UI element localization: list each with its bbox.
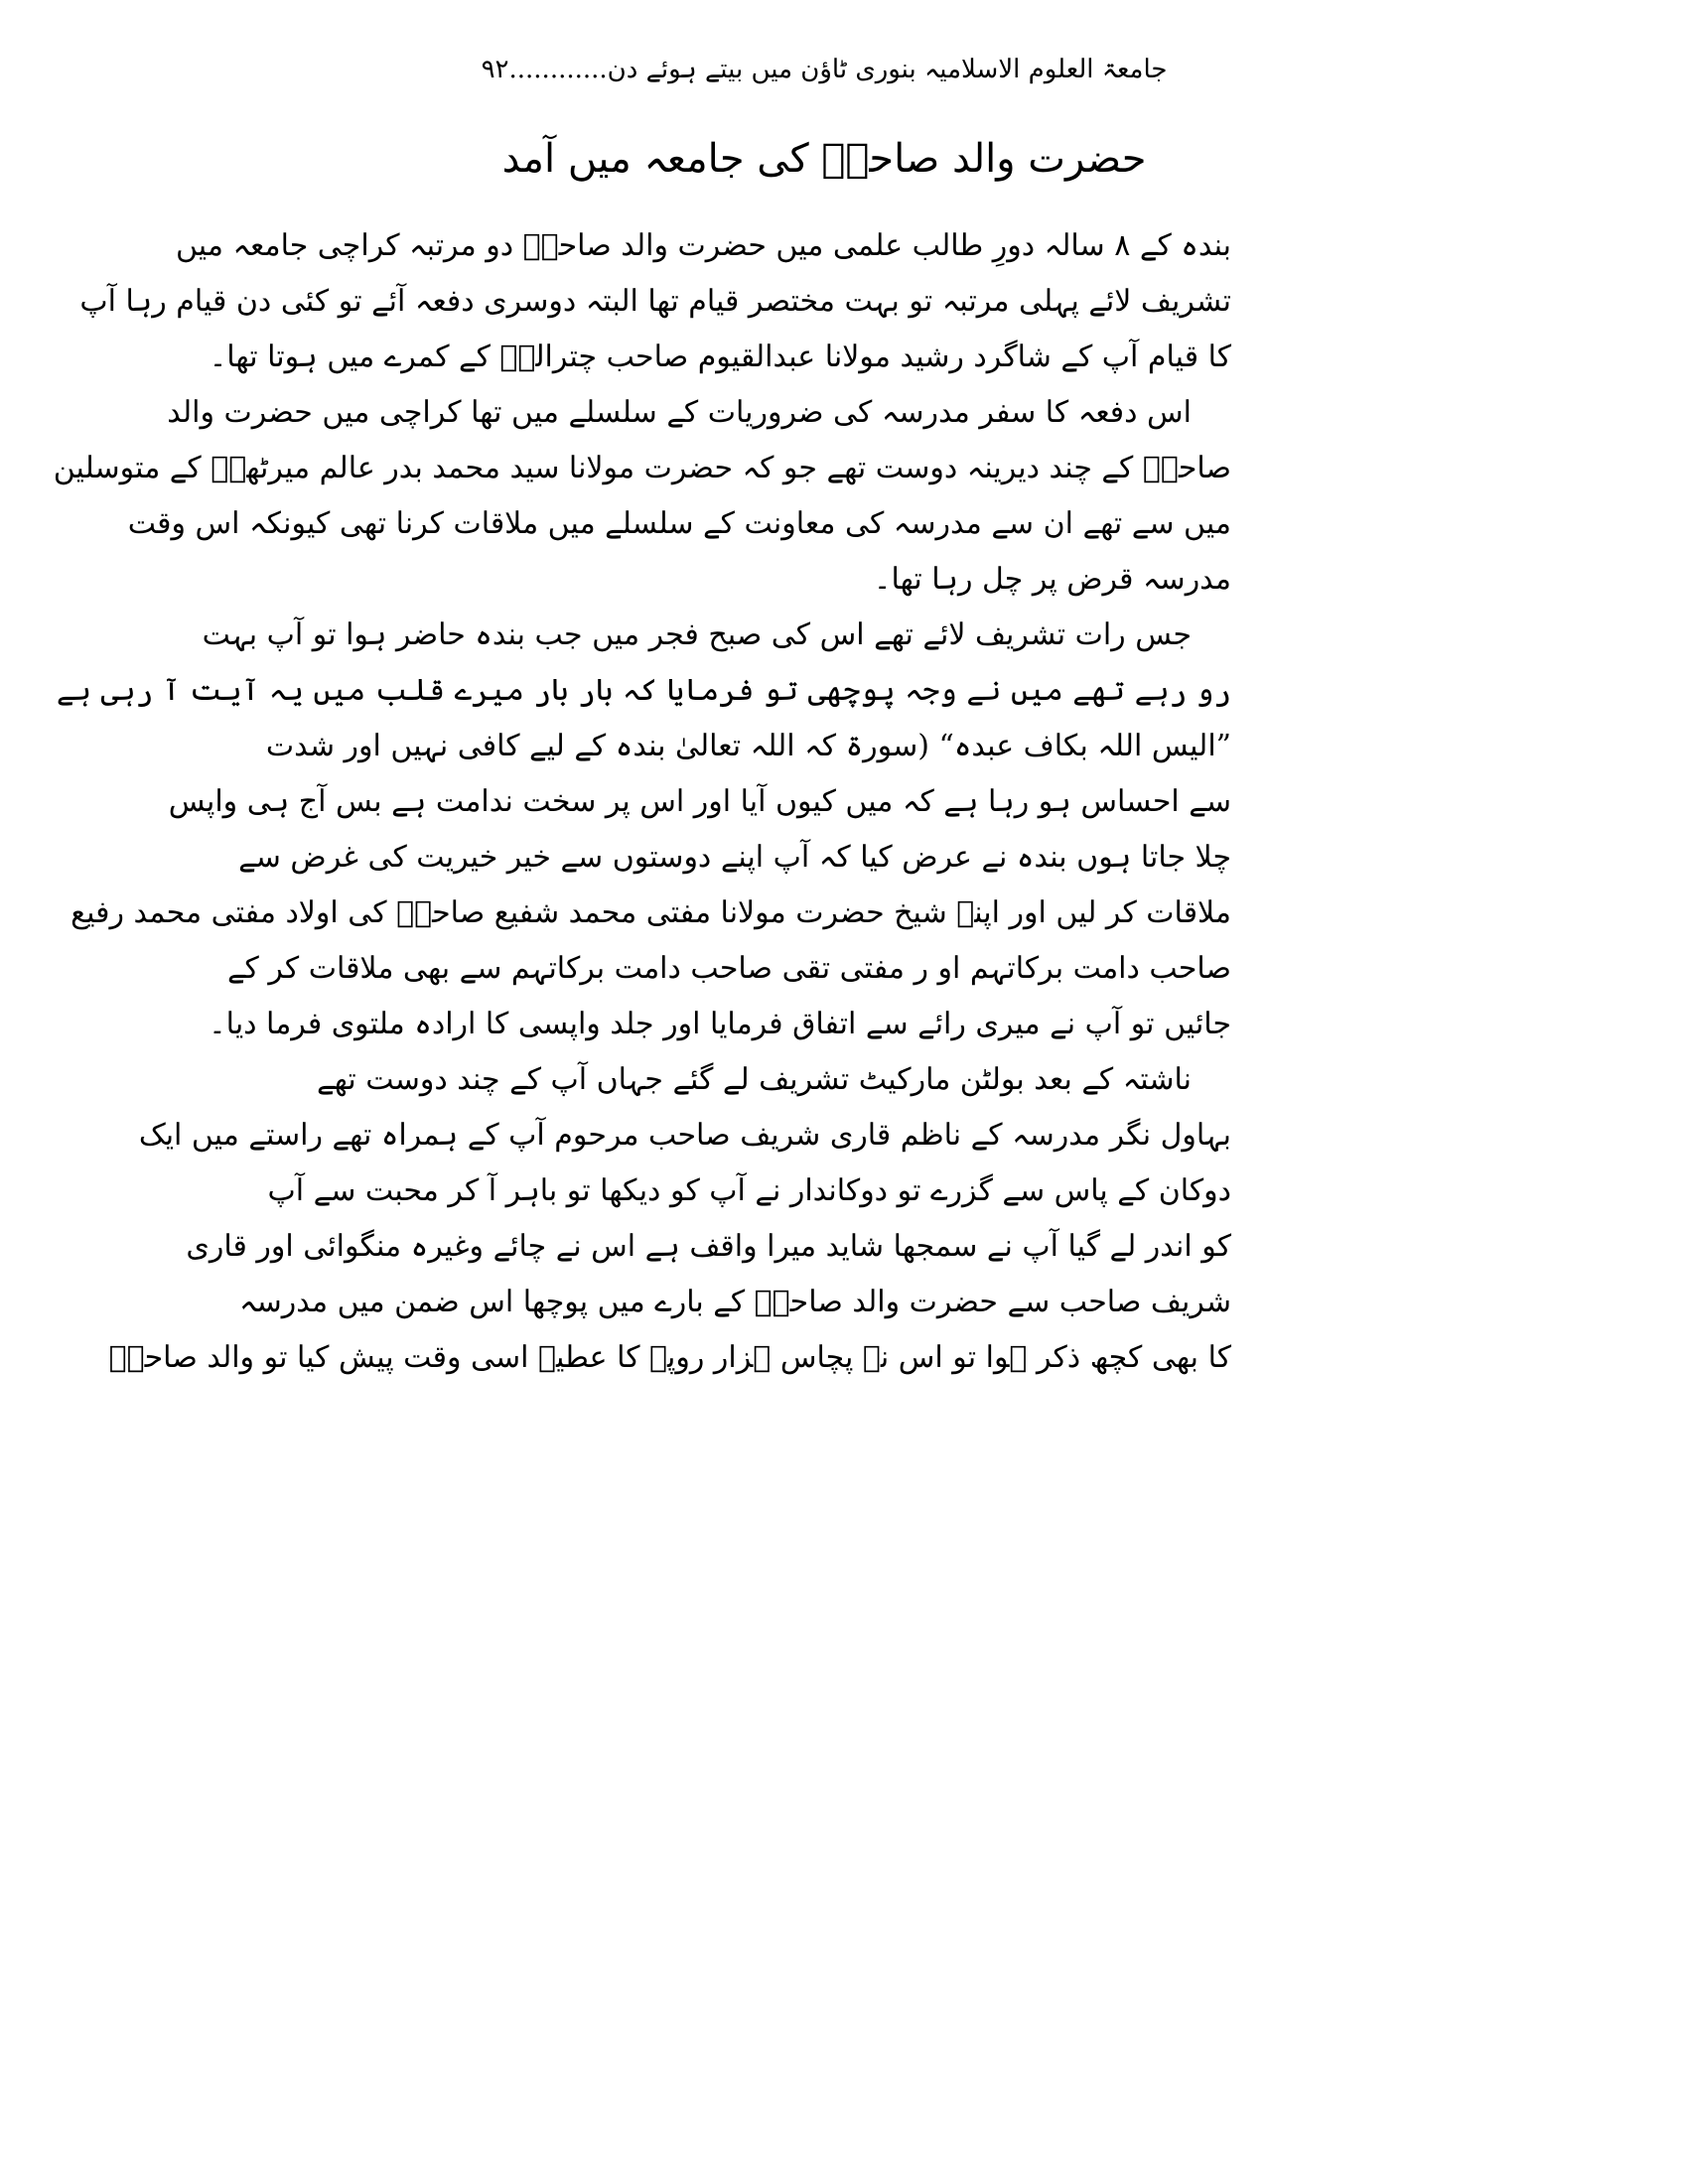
text-line: دوکان کے پاس سے گزرے تو دوکاندار نے آپ کو دیکھا تو باہر آ کر محبت سے آپ (267, 1173, 1231, 1208)
text-line: کا بھی کچھ ذکر ہوا تو اس نے پچاس ہزار روپے کا عطیہ اسی وقت پیش کیا تو والد صاحبؒ (108, 1340, 1231, 1375)
text-line: کا قیام آپ کے شاگرد رشید مولانا عبدالقیوم صاحب چترالیؒ کے کمرے میں ہوتا تھا۔ (209, 340, 1231, 374)
chapter-title: حضرت والد صاحبؒ کی جامعہ میں آمد (501, 136, 1147, 182)
text-line: سے احساس ہو رہا ہے کہ میں کیوں آیا اور اس پر سخت ندامت ہے بس آج ہی واپس (168, 784, 1231, 819)
text-line: صاحبؒ کے چند دیرینہ دوست تھے جو کہ حضرت مولانا سید محمد بدر عالم میرٹھیؒ کے متوسلین (53, 451, 1231, 485)
text-line: بہاول نگر مدرسہ کے ناظم قاری شریف صاحب مرحوم آپ کے ہمراہ تھے راستے میں ایک (138, 1118, 1231, 1153)
text-line: ملاقات کر لیں اور اپنے شیخ حضرت مولانا مفتی محمد شفیع صاحبؒ کی اولاد مفتی محمد رفیع (70, 895, 1231, 930)
text-line: جائیں تو آپ نے میری رائے سے اتفاق فرمایا اور جلد واپسی کا ارادہ ملتوی فرما دیا۔ (209, 1007, 1231, 1041)
text-line: تشریف لائے پہلی مرتبہ تو بہت مختصر قیام تھا البتہ دوسری دفعہ آئے تو کئی دن قیام رہا آپ (79, 284, 1231, 319)
text-line: مدرسہ قرض پر چل رہا تھا۔ (873, 562, 1231, 597)
text-line: صاحب دامت برکاتہم او ر مفتی تقی صاحب دامت برکاتہم سے بھی ملاقات کر کے (226, 951, 1231, 986)
text-line: میں سے تھے ان سے مدرسہ کی معاونت کے سلسلے میں ملاقات کرنا تھی کیونکہ اس وقت (127, 506, 1231, 541)
text-line: کو اندر لے گیا آپ نے سمجھا شاید میرا واقف ہے اس نے چائے وغیرہ منگوائی اور قاری (186, 1229, 1231, 1264)
paragraph-2 (53, 385, 1231, 608)
body-text (53, 218, 1231, 1386)
text-line: اس دفعہ کا سفر مدرسہ کی ضروریات کے سلسلے میں تھا کراچی میں حضرت والد (167, 395, 1192, 430)
running-header: جامعۃ العلوم الاسلامیہ بنوری ٹاؤن میں بیتے ہوئے دن............۹۲ (481, 55, 1168, 84)
paragraph-3 (56, 608, 1231, 1052)
text-line: ”الیس اللہ بکاف عبدہ“ (سورۃ کہ اللہ تعالیٰ بندہ کے لیے کافی نہیں اور شدت (265, 729, 1231, 763)
text-line: شریف صاحب سے حضرت والد صاحبؒ کے بارے میں پوچھا اس ضمن میں مدرسہ (239, 1285, 1231, 1319)
text-line: چلا جاتا ہوں بندہ نے عرض کیا کہ آپ اپنے دوستوں سے خیر خیریت کی غرض سے (238, 840, 1231, 875)
text-line: رو رہے تھے میں نے وجہ پوچھی تو فرمایا کہ بار بار میرے قلب میں یہ آیت آ رہی ہے (56, 673, 1231, 708)
paragraph-4 (108, 1052, 1231, 1386)
text-line: جس رات تشریف لائے تھے اس کی صبح فجر میں جب بندہ حاضر ہوا تو آپ بہت (202, 617, 1192, 652)
paragraph-1 (79, 218, 1231, 385)
text-line: بندہ کے ۸ سالہ دورِ طالب علمی میں حضرت والد صاحبؒ دو مرتبہ کراچی جامعہ میں (175, 228, 1231, 263)
text-line: ناشتہ کے بعد بولٹن مارکیٹ تشریف لے گئے جہاں آپ کے چند دوست تھے (316, 1062, 1192, 1097)
